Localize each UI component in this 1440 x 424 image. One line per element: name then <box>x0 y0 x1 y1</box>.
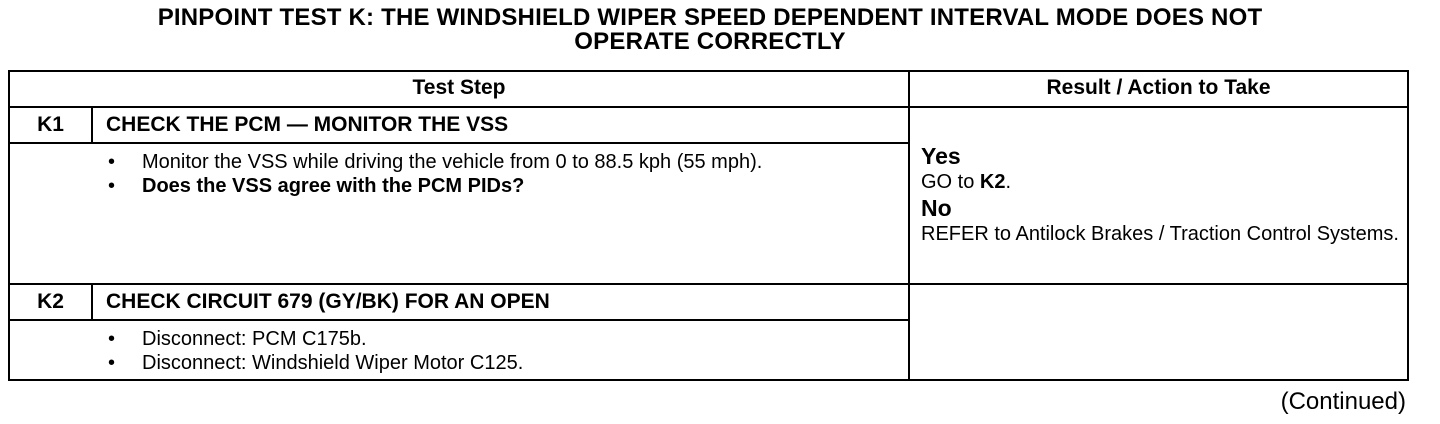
step-k1-question: Does the VSS agree with the PCM PIDs? <box>142 175 525 197</box>
step-k2-instruction: Disconnect: Windshield Wiper Motor C125. <box>142 352 524 374</box>
k2-id-divider <box>91 283 93 321</box>
step-id-k2: K2 <box>37 290 64 313</box>
step-k2-instruction: Disconnect: PCM C175b. <box>142 328 367 350</box>
step-heading-k1: CHECK THE PCM — MONITOR THE VSS <box>106 113 509 136</box>
k1-row-bottom-rule <box>8 283 1409 285</box>
k2-heading-rule-left <box>8 319 910 321</box>
bullet-glyph: • <box>108 175 116 197</box>
page-title-line-1: PINPOINT TEST K: THE WINDSHIELD WIPER SPEED DEPENDENT INTERVAL MODE DOES NOT <box>157 4 1263 31</box>
result-no-label: No <box>921 195 952 221</box>
step-k1-instruction: Monitor the VSS while driving the vehicle from 0 to 88.5 kph (55 mph). <box>142 151 763 173</box>
result-no-action: REFER to Antilock Brakes / Traction Control Systems. <box>921 223 1399 245</box>
bullet-glyph: • <box>108 352 116 374</box>
step-id-k1: K1 <box>37 113 64 136</box>
step-k2-bullet-list <box>108 327 898 375</box>
result-yes-action-target: K2 <box>979 171 1006 193</box>
step-heading-k2: CHECK CIRCUIT 679 (GY/BK) FOR AN OPEN <box>106 290 550 313</box>
page-title <box>0 6 1420 54</box>
k1-heading-rule-left <box>8 142 910 144</box>
list-item <box>108 351 898 375</box>
header-test-step: Test Step <box>412 76 506 99</box>
page-title-line-2: OPERATE CORRECTLY <box>574 28 846 55</box>
list-item <box>108 150 898 174</box>
column-divider <box>908 70 910 381</box>
result-yes-action-prefix: GO to <box>921 171 980 193</box>
result-yes-action-suffix: . <box>1005 171 1012 193</box>
k1-id-divider <box>91 106 93 144</box>
list-item <box>108 327 898 351</box>
step-k1-bullet-list <box>108 150 898 198</box>
header-rule <box>8 106 1409 108</box>
step-k1-results <box>921 143 1407 247</box>
result-yes-label: Yes <box>921 143 961 169</box>
header-result-action: Result / Action to Take <box>1046 76 1271 99</box>
continued-note: (Continued) <box>1280 388 1406 415</box>
bullet-glyph: • <box>108 328 116 350</box>
result-yes-action <box>921 169 1407 195</box>
list-item <box>108 174 898 198</box>
bullet-glyph: • <box>108 151 116 173</box>
